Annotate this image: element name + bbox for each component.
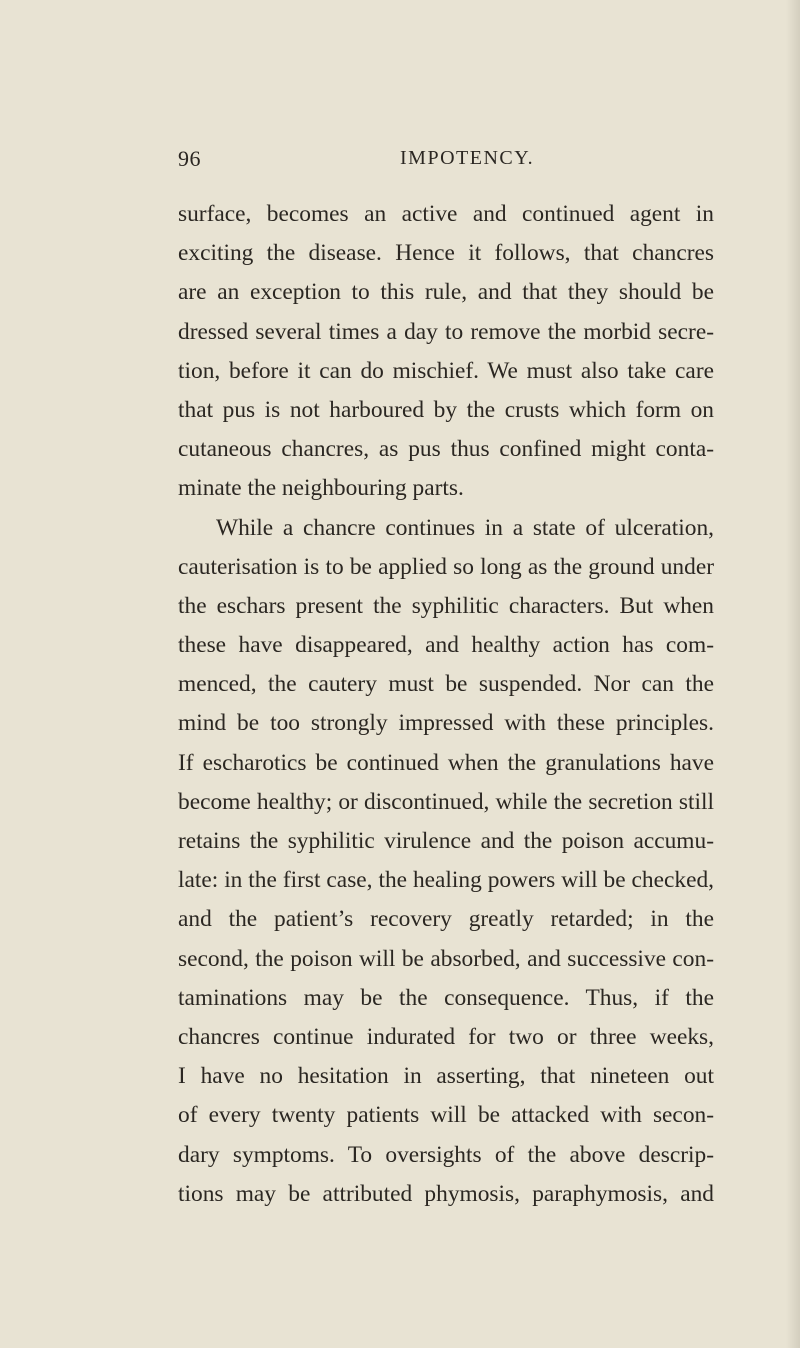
paragraph-start-line: While a chancre continues in a state of ulceration, (216, 514, 714, 541)
text-line: dressed several times a day to remove the morbid secre- (178, 318, 714, 345)
text-line: mind be too strongly impressed with these principles. (178, 710, 714, 737)
page-edge-shadow (786, 0, 800, 1348)
text-line: retains the syphilitic virulence and the poison accumu- (178, 828, 714, 854)
text-line: and the patient’s recovery greatly retarded; in the (178, 906, 714, 933)
text-line: late: in the first case, the healing powers will be checked, (178, 867, 714, 894)
text-line: dary symptoms. To oversights of the above descrip- (178, 1141, 714, 1168)
body-text (178, 200, 714, 1219)
text-line: exciting the disease. Hence it follows, that chancres (178, 240, 714, 267)
running-title: IMPOTENCY. (400, 147, 535, 169)
page-number: 96 (178, 146, 201, 171)
text-line: menced, the cautery must be suspended. Nor can the (178, 671, 714, 698)
text-line: these have disappeared, and healthy action has com- (178, 632, 714, 659)
text-line: If escharotics be continued when the granulations have (178, 749, 714, 776)
text-line: taminations may be the consequence. Thus, if the (178, 984, 714, 1011)
text-line: cauterisation is to be applied so long as the ground under (178, 553, 714, 580)
text-line: the eschars present the syphilitic characters. But when (178, 592, 714, 619)
text-line: cutaneous chancres, as pus thus confined might conta- (178, 436, 714, 463)
text-line: tion, before it can do mischief. We must also take care (178, 357, 714, 384)
text-line: chancres continue indurated for two or three weeks, (178, 1023, 714, 1050)
text-line: I have no hesitation in asserting, that nineteen out (178, 1063, 714, 1090)
text-line: become healthy; or discontinued, while the secretion still (178, 788, 714, 815)
text-line: are an exception to this rule, and that they should be (178, 279, 714, 306)
page-header (178, 146, 714, 176)
text-line: surface, becomes an active and continued agent in (178, 201, 714, 227)
text-line: that pus is not harboured by the crusts which form on (178, 396, 714, 423)
text-line: second, the poison will be absorbed, and successive con- (178, 945, 714, 972)
text-line: of every twenty patients will be attacked with secon- (178, 1102, 714, 1129)
text-line: minate the neighbouring parts. (178, 475, 464, 502)
text-line: tions may be attributed phymosis, paraphymosis, and (178, 1180, 714, 1207)
